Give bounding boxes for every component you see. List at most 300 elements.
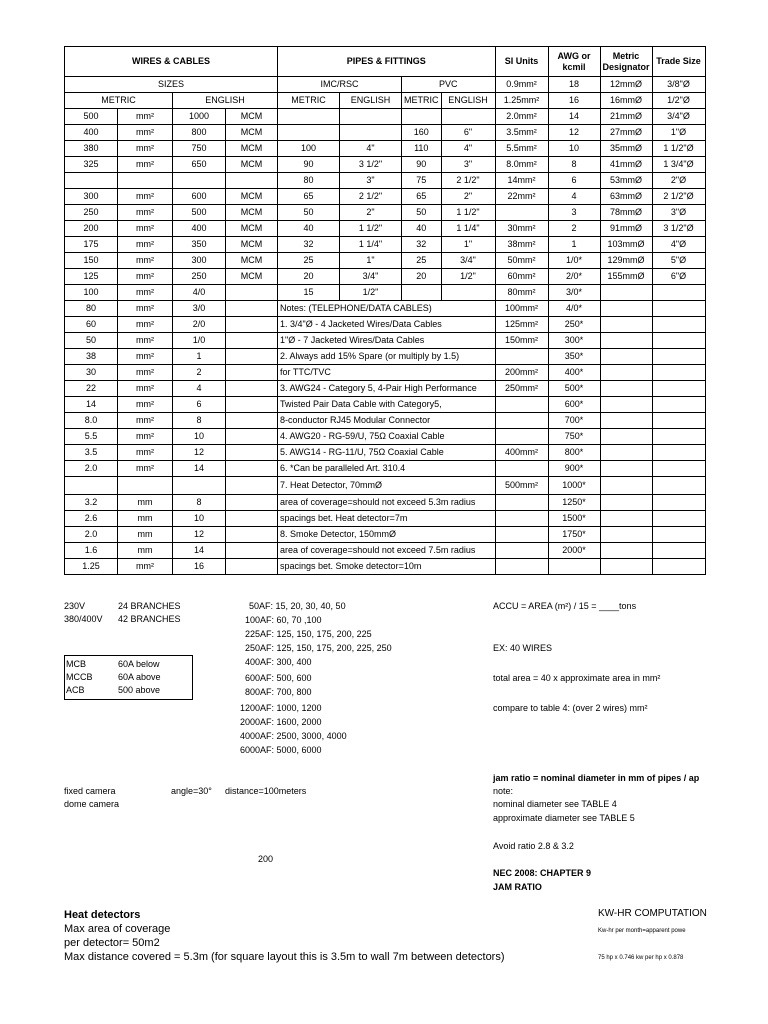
metric-size-cell: 80 [65,301,118,317]
awg-cell: 350* [548,349,600,365]
awg-cell [548,559,600,575]
english-size-cell: 1 [173,349,226,365]
breaker-type: MCCB [66,672,93,682]
camera-distance: distance=100meters [225,786,307,796]
metric-designator-cell: 103mmØ [600,237,652,253]
english-unit-cell [226,559,278,575]
metric-unit-cell: mm² [118,559,173,575]
awg-cell: 8 [548,157,600,173]
english-size-cell: 1000 [173,109,226,125]
metric-designator-cell [600,543,652,559]
pipe-cell: 65 [278,189,340,205]
af-rating: 100AF: 60, 70 ,100 [245,615,322,625]
trade-size-cell [652,559,705,575]
awg-cell: 3/0* [548,285,600,301]
english-size-cell: 650 [173,157,226,173]
metric-size-cell: 60 [65,317,118,333]
metric-unit-cell: mm² [118,333,173,349]
pipe-cell: 2" [441,189,495,205]
metric-designator-cell: 63mmØ [600,189,652,205]
awg-cell: 300* [548,333,600,349]
metric-unit-cell: mm² [118,189,173,205]
english-size-cell: 350 [173,237,226,253]
pipe-cell: 32 [402,237,442,253]
trade-size-cell [652,477,705,495]
awg-cell: 600* [548,397,600,413]
english-unit-cell [226,173,278,189]
heat-line-1: Max area of coverage [64,923,171,935]
metric-unit-cell: mm² [118,429,173,445]
pipe-cell: 1 1/2" [340,221,402,237]
metric-size-cell: 2.0 [65,527,118,543]
pipe-cell: 2 1/2" [340,189,402,205]
example-wires: EX: 40 WIRES [493,643,553,653]
trade-size-cell: 5"Ø [652,253,705,269]
pipe-cell [278,109,340,125]
pipe-cell [441,109,495,125]
metric-unit-cell: mm² [118,141,173,157]
trade-size-cell [652,397,705,413]
header-imc-english: ENGLISH [340,93,402,109]
jam-ratio-formula: jam ratio = nominal diameter in mm of pipes / ap [493,773,700,783]
si-unit-cell: 125mm² [495,317,548,333]
pipe-cell: 20 [402,269,442,285]
english-size-cell [173,173,226,189]
english-size-cell: 3/0 [173,301,226,317]
english-size-cell: 500 [173,205,226,221]
pipe-cell: 1/2" [441,269,495,285]
english-size-cell: 6 [173,397,226,413]
metric-size-cell [65,477,118,495]
pipe-cell: 160 [402,125,442,141]
si-unit-cell: 14mm² [495,173,548,189]
af-rating: 225AF: 125, 150, 175, 200, 225 [245,629,372,639]
metric-designator-cell [600,445,652,461]
trade-size-cell [652,285,705,301]
awg-cell: 10 [548,141,600,157]
breaker-rating: 500 above [118,685,161,695]
awg-cell: 1000* [548,477,600,495]
english-unit-cell [226,285,278,301]
header-pvc: PVC [402,77,496,93]
si-unit-cell: 400mm² [495,445,548,461]
si-unit-cell: 0.9mm² [495,77,548,93]
voltage-380-branches: 42 BRANCHES [118,614,181,624]
pipe-cell: 110 [402,141,442,157]
header-awg: AWG or kcmil [548,47,600,77]
metric-unit-cell: mm [118,495,173,511]
metric-designator-cell: 155mmØ [600,269,652,285]
reference-table [64,46,706,575]
heat-detectors-title: Heat detectors [64,909,141,921]
note-line: Twisted Pair Data Cable with Category5, [278,397,496,413]
english-unit-cell [226,511,278,527]
nec-chapter: NEC 2008: CHAPTER 9 [493,868,592,878]
pipe-cell: 1" [441,237,495,253]
note-line: spacings bet. Heat detector=7m [278,511,496,527]
trade-size-cell [652,527,705,543]
pipe-cell: 4" [441,141,495,157]
pipe-cell: 100 [278,141,340,157]
awg-cell: 700* [548,413,600,429]
awg-cell: 750* [548,429,600,445]
header-english: ENGLISH [173,93,278,109]
metric-designator-cell [600,477,652,495]
awg-cell: 6 [548,173,600,189]
trade-size-cell: 3 1/2"Ø [652,221,705,237]
si-unit-cell [495,413,548,429]
trade-size-cell [652,301,705,317]
af-rating: 6000AF: 5000, 6000 [240,745,322,755]
english-size-cell: 750 [173,141,226,157]
english-size-cell: 16 [173,559,226,575]
english-unit-cell: MCM [226,253,278,269]
metric-size-cell: 3.2 [65,495,118,511]
si-unit-cell: 1.25mm² [495,93,548,109]
si-unit-cell [495,511,548,527]
compare-note: compare to table 4: (over 2 wires) mm² [493,703,648,713]
pipe-cell: 1 1/2" [441,205,495,221]
metric-size-cell: 250 [65,205,118,221]
note-line: 1"Ø - 7 Jacketed Wires/Data Cables [278,333,496,349]
metric-size-cell [65,173,118,189]
metric-size-cell: 3.5 [65,445,118,461]
metric-size-cell: 5.5 [65,429,118,445]
trade-size-cell: 2"Ø [652,173,705,189]
header-metric: METRIC [65,93,173,109]
metric-designator-cell [600,559,652,575]
trade-size-cell [652,317,705,333]
kwhr-title: KW-HR COMPUTATION [598,908,707,919]
english-unit-cell [226,495,278,511]
pipe-cell: 40 [278,221,340,237]
note-line: 8. Smoke Detector, 150mmØ [278,527,496,543]
english-unit-cell: MCM [226,189,278,205]
english-unit-cell [226,317,278,333]
english-unit-cell [226,413,278,429]
awg-cell: 18 [548,77,600,93]
note-line: 4. AWG20 - RG-59/U, 75Ω Coaxial Cable [278,429,496,445]
pipe-cell: 4" [340,141,402,157]
english-unit-cell: MCM [226,269,278,285]
english-size-cell: 800 [173,125,226,141]
metric-unit-cell: mm² [118,157,173,173]
si-unit-cell: 150mm² [495,333,548,349]
header-si-units: SI Units [495,47,548,77]
si-unit-cell: 60mm² [495,269,548,285]
metric-designator-cell: 53mmØ [600,173,652,189]
trade-size-cell: 2 1/2"Ø [652,189,705,205]
english-size-cell: 1/0 [173,333,226,349]
si-unit-cell: 5.5mm² [495,141,548,157]
trade-size-cell: 6"Ø [652,269,705,285]
trade-size-cell: 3"Ø [652,205,705,221]
header-imc-metric: METRIC [278,93,340,109]
total-area-note: total area = 40 x approximate area in mm² [493,673,661,683]
english-unit-cell [226,397,278,413]
english-unit-cell [226,301,278,317]
metric-size-cell: 8.0 [65,413,118,429]
pipe-cell: 3/4" [340,269,402,285]
dome-camera-label: dome camera [64,799,120,809]
metric-unit-cell: mm² [118,205,173,221]
pipe-cell [402,109,442,125]
note-line: 5. AWG14 - RG-11/U, 75Ω Coaxial Cable [278,445,496,461]
si-unit-cell: 2.0mm² [495,109,548,125]
metric-unit-cell [118,173,173,189]
trade-size-cell [652,381,705,397]
si-unit-cell [495,527,548,543]
metric-size-cell: 325 [65,157,118,173]
si-unit-cell: 500mm² [495,477,548,495]
voltage-230-branches: 24 BRANCHES [118,601,181,611]
pipe-cell: 25 [402,253,442,269]
metric-unit-cell: mm² [118,269,173,285]
metric-size-cell: 150 [65,253,118,269]
avoid-ratio-note: Avoid ratio 2.8 & 3.2 [493,841,574,851]
english-unit-cell: MCM [226,141,278,157]
approximate-diameter-note: approximate diameter see TABLE 5 [493,813,635,823]
header-metric-designator: Metric Designator [600,47,652,77]
note-line: area of coverage=should not exceed 5.3m radius [278,495,496,511]
metric-unit-cell: mm [118,511,173,527]
awg-cell: 1/0* [548,253,600,269]
english-size-cell: 8 [173,495,226,511]
metric-unit-cell [118,477,173,495]
metric-designator-cell [600,333,652,349]
awg-cell: 2/0* [548,269,600,285]
si-unit-cell [495,495,548,511]
metric-designator-cell [600,381,652,397]
metric-unit-cell: mm [118,527,173,543]
pipe-cell: 3 1/2" [340,157,402,173]
metric-unit-cell: mm² [118,381,173,397]
trade-size-cell [652,413,705,429]
awg-cell: 250* [548,317,600,333]
english-size-cell: 600 [173,189,226,205]
header-imc-rsc: IMC/RSC [278,77,402,93]
metric-unit-cell: mm² [118,109,173,125]
af-rating: 4000AF: 2500, 3000, 4000 [240,731,347,741]
metric-designator-cell: 78mmØ [600,205,652,221]
metric-size-cell: 400 [65,125,118,141]
english-unit-cell: MCM [226,221,278,237]
trade-size-cell: 4"Ø [652,237,705,253]
metric-size-cell: 2.0 [65,461,118,477]
af-rating: 2000AF: 1600, 2000 [240,717,322,727]
metric-unit-cell: mm² [118,253,173,269]
english-unit-cell [226,429,278,445]
english-size-cell: 14 [173,543,226,559]
metric-size-cell: 38 [65,349,118,365]
pipe-cell: 1 1/4" [340,237,402,253]
metric-unit-cell: mm² [118,237,173,253]
metric-designator-cell [600,461,652,477]
si-unit-cell [495,543,548,559]
metric-designator-cell: 16mmØ [600,93,652,109]
trade-size-cell [652,543,705,559]
number-200: 200 [258,854,274,864]
english-size-cell [173,477,226,495]
header-wires-cables: WIRES & CABLES [65,47,278,77]
metric-unit-cell: mm² [118,365,173,381]
english-unit-cell: MCM [226,205,278,221]
english-size-cell: 12 [173,445,226,461]
metric-unit-cell: mm² [118,445,173,461]
trade-size-cell: 1/2"Ø [652,93,705,109]
metric-designator-cell [600,301,652,317]
accu-formula: ACCU = AREA (m²) / 15 = ____tons [493,601,637,611]
heat-line-2: per detector= 50m2 [64,937,160,949]
pipe-cell [340,125,402,141]
metric-unit-cell: mm² [118,221,173,237]
english-size-cell: 10 [173,429,226,445]
english-unit-cell: MCM [226,157,278,173]
pipe-cell: 50 [278,205,340,221]
awg-cell: 4 [548,189,600,205]
si-unit-cell: 22mm² [495,189,548,205]
english-unit-cell: MCM [226,109,278,125]
breaker-type: MCB [66,659,86,669]
trade-size-cell [652,511,705,527]
voltage-230-label: 230V [64,601,86,611]
metric-designator-cell [600,413,652,429]
pipe-cell: 40 [402,221,442,237]
nominal-diameter-note: nominal diameter see TABLE 4 [493,799,617,809]
metric-size-cell: 2.6 [65,511,118,527]
breaker-type: ACB [66,685,85,695]
hp-computation: 75 hp x 0.746 kw per hp x 0.878 [598,955,684,961]
pipe-cell [278,125,340,141]
metric-size-cell: 380 [65,141,118,157]
english-size-cell: 12 [173,527,226,543]
pipe-cell: 50 [402,205,442,221]
trade-size-cell [652,333,705,349]
metric-designator-cell: 41mmØ [600,157,652,173]
pipe-cell [340,109,402,125]
note-line: spacings bet. Smoke detector=10m [278,559,496,575]
pipe-cell: 1/2" [340,285,402,301]
kwhr-month-note: Kw-hr per month=apparent powe [598,928,686,934]
si-unit-cell [495,205,548,221]
si-unit-cell: 80mm² [495,285,548,301]
header-sizes: SIZES [65,77,278,93]
awg-cell: 900* [548,461,600,477]
metric-size-cell: 200 [65,221,118,237]
metric-unit-cell: mm² [118,125,173,141]
af-rating: 800AF: 700, 800 [245,687,312,697]
fixed-camera-label: fixed camera [64,786,116,796]
pipe-cell: 2 1/2" [441,173,495,189]
metric-designator-cell [600,349,652,365]
pipe-cell: 6" [441,125,495,141]
header-pvc-metric: METRIC [402,93,442,109]
si-unit-cell: 250mm² [495,381,548,397]
pipe-cell: 3" [441,157,495,173]
english-unit-cell [226,461,278,477]
note-line: 2. Always add 15% Spare (or multiply by 1.5) [278,349,496,365]
metric-designator-cell [600,317,652,333]
header-trade-size: Trade Size [652,47,705,77]
metric-unit-cell: mm² [118,413,173,429]
awg-cell: 12 [548,125,600,141]
note-line: area of coverage=should not exceed 7.5m radius [278,543,496,559]
english-size-cell: 10 [173,511,226,527]
trade-size-cell: 1 3/4"Ø [652,157,705,173]
si-unit-cell [495,349,548,365]
pipe-cell: 3/4" [441,253,495,269]
english-unit-cell: MCM [226,125,278,141]
metric-size-cell: 500 [65,109,118,125]
awg-cell: 1 [548,237,600,253]
si-unit-cell [495,461,548,477]
note-line: Notes: (TELEPHONE/DATA CABLES) [278,301,496,317]
heat-line-3: Max distance covered = 5.3m (for square layout this is 3.5m to wall 7m between detectors) [64,951,505,963]
english-size-cell: 2 [173,365,226,381]
pipe-cell: 20 [278,269,340,285]
metric-designator-cell: 35mmØ [600,141,652,157]
trade-size-cell: 1 1/2"Ø [652,141,705,157]
pipe-cell: 75 [402,173,442,189]
pipe-cell: 1 1/4" [441,221,495,237]
awg-cell: 800* [548,445,600,461]
si-unit-cell: 30mm² [495,221,548,237]
english-size-cell: 2/0 [173,317,226,333]
english-size-cell: 4 [173,381,226,397]
trade-size-cell: 3/8"Ø [652,77,705,93]
note-line: 6. *Can be paralleled Art. 310.4 [278,461,496,477]
awg-cell: 500* [548,381,600,397]
pipe-cell: 3" [340,173,402,189]
metric-designator-cell [600,285,652,301]
awg-cell: 2 [548,221,600,237]
si-unit-cell [495,559,548,575]
metric-unit-cell: mm² [118,317,173,333]
english-size-cell: 300 [173,253,226,269]
camera-angle: angle=30° [171,786,212,796]
metric-designator-cell [600,495,652,511]
trade-size-cell [652,461,705,477]
metric-unit-cell: mm² [118,461,173,477]
awg-cell: 1500* [548,511,600,527]
trade-size-cell [652,349,705,365]
note-line: 7. Heat Detector, 70mmØ [278,477,496,495]
awg-cell: 14 [548,109,600,125]
af-rating: 50AF: 15, 20, 30, 40, 50 [249,601,346,611]
metric-size-cell: 14 [65,397,118,413]
jam-note-label: note: [493,786,514,796]
english-size-cell: 8 [173,413,226,429]
metric-size-cell: 125 [65,269,118,285]
metric-designator-cell: 21mmØ [600,109,652,125]
english-unit-cell [226,381,278,397]
metric-designator-cell [600,429,652,445]
awg-cell: 1750* [548,527,600,543]
english-size-cell: 250 [173,269,226,285]
af-rating: 600AF: 500, 600 [245,673,312,683]
jam-ratio-title: JAM RATIO [493,882,542,892]
metric-designator-cell: 91mmØ [600,221,652,237]
awg-cell: 2000* [548,543,600,559]
note-line: 1. 3/4"Ø - 4 Jacketed Wires/Data Cables [278,317,496,333]
header-pvc-english: ENGLISH [441,93,495,109]
metric-designator-cell: 27mmØ [600,125,652,141]
trade-size-cell: 1"Ø [652,125,705,141]
si-unit-cell: 3.5mm² [495,125,548,141]
metric-designator-cell [600,527,652,543]
english-size-cell: 400 [173,221,226,237]
metric-size-cell: 1.25 [65,559,118,575]
